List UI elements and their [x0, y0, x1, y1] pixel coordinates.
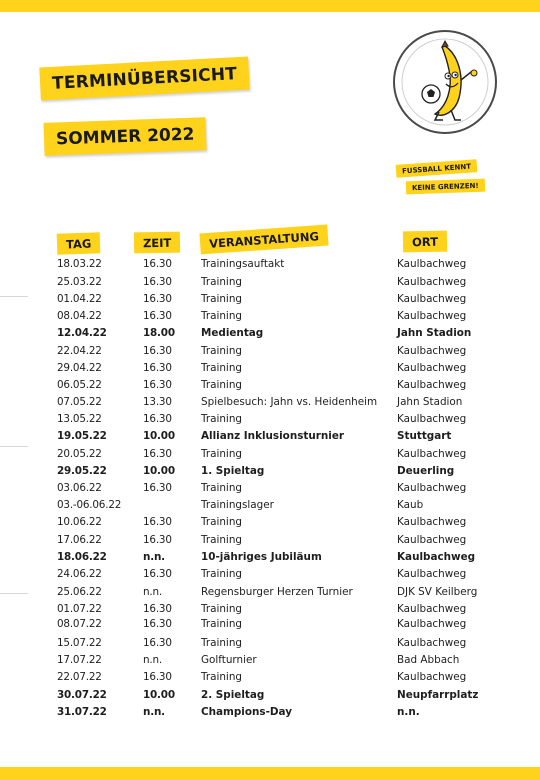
cell-event: Training: [201, 413, 242, 425]
cell-time: 16.30: [143, 310, 172, 322]
cell-date: 29.04.22: [57, 362, 102, 374]
table-row: [0, 256, 540, 273]
cell-time: n.n.: [143, 654, 162, 666]
cell-event: Trainingsauftakt: [201, 258, 285, 270]
table-row: [0, 635, 540, 652]
cell-place: Jahn Stadion: [397, 396, 463, 408]
cell-time: 16.30: [143, 637, 172, 649]
cell-date: 03.-06.06.22: [57, 499, 122, 511]
table-row: [0, 274, 540, 291]
cell-time: 16.30: [143, 345, 172, 357]
cell-event: Training: [201, 379, 242, 391]
cell-time: 10.00: [143, 465, 175, 477]
table-row: [0, 532, 540, 549]
cell-place: Kaulbachweg: [397, 482, 467, 494]
cell-time: 16.30: [143, 448, 172, 460]
cell-place: Kaulbachweg: [397, 293, 467, 305]
cell-date: 13.05.22: [57, 413, 102, 425]
table-row: [0, 343, 540, 360]
cell-time: 16.30: [143, 276, 172, 288]
cell-date: 29.05.22: [57, 465, 107, 477]
table-row: [0, 394, 540, 411]
cell-time: 16.30: [143, 413, 172, 425]
cell-place: Deuerling: [397, 465, 455, 477]
cell-date: 15.07.22: [57, 637, 102, 649]
cell-event: Allianz Inklusionsturnier: [201, 430, 345, 442]
title-tag-line2: SOMMER 2022: [43, 117, 207, 156]
cell-date: 10.06.22: [57, 516, 102, 528]
cell-event: Training: [201, 310, 242, 322]
cell-date: 12.04.22: [57, 327, 107, 339]
table-row: [0, 325, 540, 342]
table-row: [0, 480, 540, 497]
cell-time: 16.30: [143, 618, 172, 630]
banana-football-logo-icon: [395, 32, 495, 132]
cell-date: 07.05.22: [57, 396, 102, 408]
cell-place: Kaulbachweg: [397, 534, 467, 546]
cell-event: Training: [201, 345, 242, 357]
table-row: [0, 291, 540, 308]
cell-place: DJK SV Keilberg: [397, 586, 478, 598]
table-row: [0, 308, 540, 325]
cell-time: 16.30: [143, 258, 172, 270]
cell-place: Kaulbachweg: [397, 258, 467, 270]
cell-time: 16.30: [143, 379, 172, 391]
cell-date: 06.05.22: [57, 379, 102, 391]
cell-place: Kaulbachweg: [397, 379, 467, 391]
cell-date: 01.07.22: [57, 603, 102, 615]
table-row: [0, 411, 540, 428]
table-row: [0, 687, 540, 704]
cell-event: Regensburger Herzen Turnier: [201, 586, 353, 598]
cell-place: Kaulbachweg: [397, 448, 467, 460]
cell-date: 24.06.22: [57, 568, 102, 580]
table-row: [0, 549, 540, 566]
cell-event: Training: [201, 603, 242, 615]
cell-time: 16.30: [143, 362, 172, 374]
cell-event: Spielbesuch: Jahn vs. Heidenheim: [201, 396, 378, 408]
cell-date: 18.03.22: [57, 258, 102, 270]
cell-event: Training: [201, 671, 242, 683]
column-header-zeit: ZEIT: [134, 232, 181, 254]
cell-event: 1. Spieltag: [201, 465, 265, 477]
cell-place: Kaulbachweg: [397, 516, 467, 528]
cell-time: 18.00: [143, 327, 175, 339]
cell-place: Kaulbachweg: [397, 551, 476, 563]
cell-date: 25.06.22: [57, 586, 102, 598]
cell-date: 19.05.22: [57, 430, 107, 442]
cell-time: 16.30: [143, 603, 172, 615]
cell-time: 13.30: [143, 396, 172, 408]
cell-event: Training: [201, 637, 242, 649]
cell-place: Kaulbachweg: [397, 671, 467, 683]
table-row: [0, 463, 540, 480]
cell-time: n.n.: [143, 706, 165, 718]
cell-event: Champions-Day: [201, 706, 292, 718]
cell-date: 22.07.22: [57, 671, 102, 683]
cell-time: 16.30: [143, 671, 172, 683]
cell-event: 2. Spieltag: [201, 689, 265, 701]
cell-date: 18.06.22: [57, 551, 107, 563]
table-row: [0, 652, 540, 669]
cell-event: Training: [201, 448, 242, 460]
table-row: [0, 566, 540, 583]
cell-event: 10-jähriges Jubiläum: [201, 551, 322, 563]
column-header-tag: TAG: [57, 232, 101, 254]
table-row: [0, 584, 540, 601]
cell-date: 30.07.22: [57, 689, 107, 701]
table-row: [0, 704, 540, 721]
table-row: [0, 497, 540, 514]
top-accent-bar: [0, 0, 540, 12]
cell-event: Training: [201, 293, 242, 305]
table-row: [0, 514, 540, 531]
cell-place: Bad Abbach: [397, 654, 460, 666]
cell-place: Kaulbachweg: [397, 276, 467, 288]
cell-event: Training: [201, 618, 242, 630]
cell-place: Kaulbachweg: [397, 362, 467, 374]
cell-event: Golfturnier: [201, 654, 257, 666]
cell-place: Kaulbachweg: [397, 310, 467, 322]
cell-date: 17.06.22: [57, 534, 102, 546]
table-row: [0, 377, 540, 394]
cell-time: n.n.: [143, 586, 162, 598]
cell-time: 16.30: [143, 482, 172, 494]
cell-date: 22.04.22: [57, 345, 102, 357]
slogan-line2: KEINE GRENZEN!: [406, 179, 485, 195]
cell-time: 10.00: [143, 430, 175, 442]
cell-time: 16.30: [143, 534, 172, 546]
cell-time: 10.00: [143, 689, 175, 701]
cell-date: 25.03.22: [57, 276, 102, 288]
cell-place: Kaulbachweg: [397, 637, 467, 649]
cell-place: Kaulbachweg: [397, 618, 467, 630]
cell-date: 20.05.22: [57, 448, 102, 460]
cell-event: Training: [201, 276, 242, 288]
cell-place: Jahn Stadion: [397, 327, 472, 339]
cell-time: 16.30: [143, 568, 172, 580]
bottom-accent-bar: [0, 767, 540, 780]
cell-event: Training: [201, 516, 242, 528]
cell-date: 08.04.22: [57, 310, 102, 322]
table-row: [0, 669, 540, 686]
table-row: [0, 360, 540, 377]
cell-place: Kaulbachweg: [397, 413, 467, 425]
title-tag-line1: TERMINÜBERSICHT: [39, 57, 250, 101]
table-row: [0, 616, 540, 633]
cell-time: n.n.: [143, 551, 165, 563]
table-row: [0, 446, 540, 463]
slogan-line1: FUSSBALL KENNT: [396, 159, 478, 178]
cell-time: 16.30: [143, 516, 172, 528]
cell-event: Training: [201, 534, 242, 546]
cell-place: n.n.: [397, 706, 420, 718]
column-header-veranstaltung: VERANSTALTUNG: [199, 225, 328, 255]
club-logo: [393, 30, 497, 134]
cell-event: Training: [201, 568, 242, 580]
cell-place: Kaulbachweg: [397, 568, 467, 580]
cell-date: 03.06.22: [57, 482, 102, 494]
cell-date: 01.04.22: [57, 293, 102, 305]
cell-event: Training: [201, 482, 242, 494]
cell-place: Kaulbachweg: [397, 345, 467, 357]
cell-event: Medientag: [201, 327, 264, 339]
cell-time: 16.30: [143, 293, 172, 305]
cell-place: Neupfarrplatz: [397, 689, 479, 701]
table-row: [0, 428, 540, 445]
cell-event: Trainingslager: [201, 499, 274, 511]
cell-place: Kaulbachweg: [397, 603, 467, 615]
cell-event: Training: [201, 362, 242, 374]
column-header-ort: ORT: [403, 231, 447, 253]
cell-place: Stuttgart: [397, 430, 452, 442]
cell-place: Kaub: [397, 499, 424, 511]
cell-date: 31.07.22: [57, 706, 107, 718]
cell-date: 17.07.22: [57, 654, 102, 666]
cell-date: 08.07.22: [57, 618, 102, 630]
